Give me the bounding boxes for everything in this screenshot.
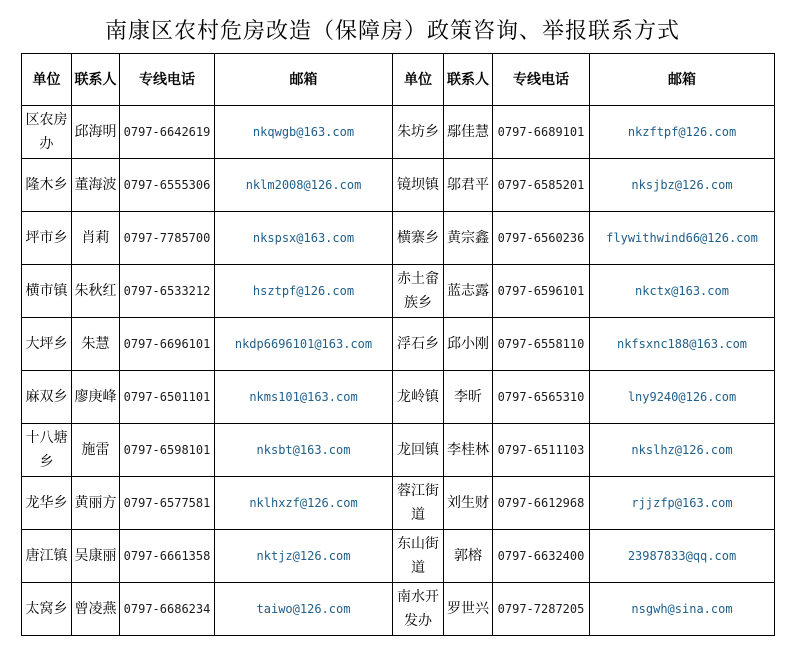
- phone-cell: 0797-6596101: [493, 265, 590, 318]
- unit-cell: 东山街道: [393, 530, 444, 583]
- email-link[interactable]: nkctx@163.com: [590, 265, 775, 318]
- contact-cell: 郭榕: [444, 530, 493, 583]
- phone-cell: 0797-6686234: [120, 583, 215, 636]
- phone-cell: 0797-6577581: [120, 477, 215, 530]
- unit-cell: 南水开发办: [393, 583, 444, 636]
- email-link[interactable]: nkzftpf@126.com: [590, 106, 775, 159]
- header-email: 邮箱: [590, 54, 775, 106]
- contact-cell: 廖庚峰: [72, 371, 120, 424]
- unit-cell: 朱坊乡: [393, 106, 444, 159]
- phone-cell: 0797-6565310: [493, 371, 590, 424]
- header-phone: 专线电话: [120, 54, 215, 106]
- phone-cell: 0797-6696101: [120, 318, 215, 371]
- header-unit: 单位: [22, 54, 72, 106]
- phone-cell: 0797-6689101: [493, 106, 590, 159]
- contact-cell: 刘生财: [444, 477, 493, 530]
- unit-cell: 龙华乡: [22, 477, 72, 530]
- contact-cell: 曾凌燕: [72, 583, 120, 636]
- unit-cell: 隆木乡: [22, 159, 72, 212]
- phone-cell: 0797-6533212: [120, 265, 215, 318]
- unit-cell: 赤土畲族乡: [393, 265, 444, 318]
- header-unit: 单位: [393, 54, 444, 106]
- contact-cell: 邬君平: [444, 159, 493, 212]
- table-row: [22, 159, 775, 212]
- table-row: [22, 371, 775, 424]
- contact-cell: 李昕: [444, 371, 493, 424]
- email-link[interactable]: taiwo@126.com: [215, 583, 393, 636]
- phone-cell: 0797-6661358: [120, 530, 215, 583]
- phone-cell: 0797-7287205: [493, 583, 590, 636]
- unit-cell: 镜坝镇: [393, 159, 444, 212]
- header-phone: 专线电话: [493, 54, 590, 106]
- unit-cell: 龙岭镇: [393, 371, 444, 424]
- email-link[interactable]: nkms101@163.com: [215, 371, 393, 424]
- unit-cell: 区农房办: [22, 106, 72, 159]
- contact-cell: 朱慧: [72, 318, 120, 371]
- phone-cell: 0797-6598101: [120, 424, 215, 477]
- unit-cell: 麻双乡: [22, 371, 72, 424]
- phone-cell: 0797-6642619: [120, 106, 215, 159]
- contact-cell: 蓝志露: [444, 265, 493, 318]
- unit-cell: 坪市乡: [22, 212, 72, 265]
- table-row: [22, 106, 775, 159]
- email-link[interactable]: hsztpf@126.com: [215, 265, 393, 318]
- email-link[interactable]: nkfsxnc188@163.com: [590, 318, 775, 371]
- contact-cell: 施雷: [72, 424, 120, 477]
- header-email: 邮箱: [215, 54, 393, 106]
- phone-cell: 0797-6585201: [493, 159, 590, 212]
- contact-cell: 邱小刚: [444, 318, 493, 371]
- table-row: [22, 530, 775, 583]
- unit-cell: 蓉江街道: [393, 477, 444, 530]
- phone-cell: 0797-7785700: [120, 212, 215, 265]
- contact-cell: 黄宗鑫: [444, 212, 493, 265]
- email-link[interactable]: nklhxzf@126.com: [215, 477, 393, 530]
- table-row: [22, 477, 775, 530]
- unit-cell: 十八塘乡: [22, 424, 72, 477]
- email-link[interactable]: 23987833@qq.com: [590, 530, 775, 583]
- unit-cell: 太窝乡: [22, 583, 72, 636]
- unit-cell: 唐江镇: [22, 530, 72, 583]
- header-contact: 联系人: [72, 54, 120, 106]
- contact-cell: 吴康丽: [72, 530, 120, 583]
- phone-cell: 0797-6558110: [493, 318, 590, 371]
- email-link[interactable]: nklm2008@126.com: [215, 159, 393, 212]
- table-row: [22, 265, 775, 318]
- email-link[interactable]: lny9240@126.com: [590, 371, 775, 424]
- email-link[interactable]: nksjbz@126.com: [590, 159, 775, 212]
- contact-table: [21, 53, 775, 636]
- header-contact: 联系人: [444, 54, 493, 106]
- email-link[interactable]: nktjz@126.com: [215, 530, 393, 583]
- email-link[interactable]: nkspsx@163.com: [215, 212, 393, 265]
- phone-cell: 0797-6555306: [120, 159, 215, 212]
- table-row: [22, 318, 775, 371]
- contact-cell: 肖莉: [72, 212, 120, 265]
- email-link[interactable]: nkslhz@126.com: [590, 424, 775, 477]
- page-title: 南康区农村危房改造（保障房）政策咨询、举报联系方式: [104, 19, 680, 44]
- phone-cell: 0797-6511103: [493, 424, 590, 477]
- contact-cell: 黄丽方: [72, 477, 120, 530]
- contact-cell: 李桂林: [444, 424, 493, 477]
- email-link[interactable]: nkdp6696101@163.com: [215, 318, 393, 371]
- contact-cell: 罗世兴: [444, 583, 493, 636]
- table-row: [22, 212, 775, 265]
- unit-cell: 大坪乡: [22, 318, 72, 371]
- phone-cell: 0797-6612968: [493, 477, 590, 530]
- phone-cell: 0797-6632400: [493, 530, 590, 583]
- table-row: [22, 424, 775, 477]
- unit-cell: 横市镇: [22, 265, 72, 318]
- unit-cell: 龙回镇: [393, 424, 444, 477]
- contact-cell: 鄢佳慧: [444, 106, 493, 159]
- email-link[interactable]: flywithwind66@126.com: [590, 212, 775, 265]
- email-link[interactable]: nksbt@163.com: [215, 424, 393, 477]
- contact-cell: 邱海明: [72, 106, 120, 159]
- header-row: [22, 54, 775, 106]
- phone-cell: 0797-6501101: [120, 371, 215, 424]
- email-link[interactable]: nsgwh@sina.com: [590, 583, 775, 636]
- unit-cell: 横寨乡: [393, 212, 444, 265]
- contact-cell: 朱秋红: [72, 265, 120, 318]
- phone-cell: 0797-6560236: [493, 212, 590, 265]
- email-link[interactable]: rjjzfp@163.com: [590, 477, 775, 530]
- unit-cell: 浮石乡: [393, 318, 444, 371]
- contact-cell: 董海波: [72, 159, 120, 212]
- table-row: [22, 583, 775, 636]
- email-link[interactable]: nkqwgb@163.com: [215, 106, 393, 159]
